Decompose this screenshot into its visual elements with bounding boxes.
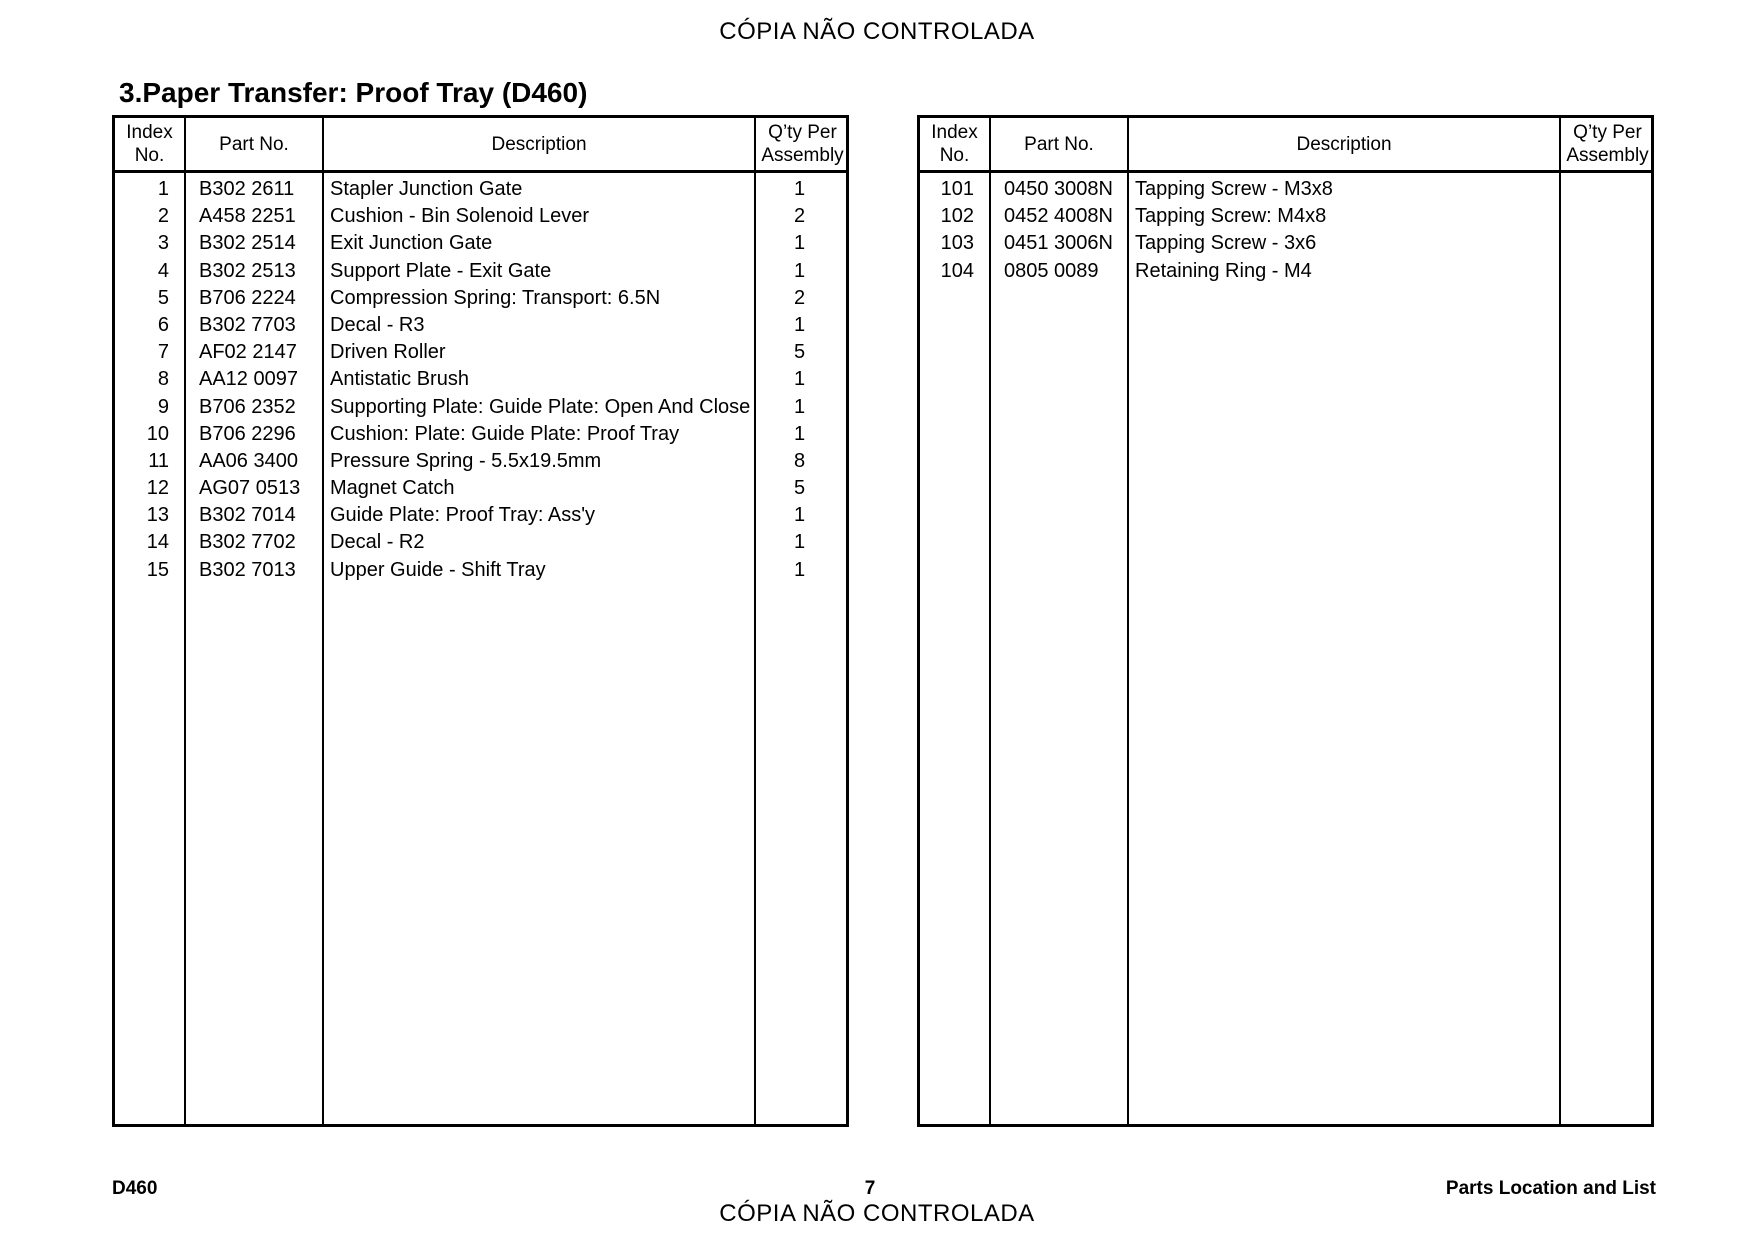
index-cell: 9 <box>157 395 169 418</box>
description-cell: Cushion - Bin Solenoid Lever <box>330 205 590 228</box>
description-cell: Tapping Screw - M3x8 <box>1135 178 1333 200</box>
index-cell: 6 <box>157 313 169 336</box>
index-cell: 3 <box>157 232 169 255</box>
quantity-cell: 1 <box>793 422 806 445</box>
parts-table-right <box>917 115 1654 1127</box>
index-cell: 14 <box>146 531 169 554</box>
quantity-cell: 1 <box>793 232 806 255</box>
index-cell: 102 <box>940 205 974 228</box>
quantity-cell <box>1561 176 1654 203</box>
part-number-cell: AG07 0513 <box>199 477 301 500</box>
quantity-cell: 1 <box>793 259 806 282</box>
description-cell: Decal - R2 <box>330 531 425 554</box>
description-cell: Pressure Spring - 5.5x19.5mm <box>330 449 602 472</box>
quantity-cell <box>1561 258 1654 285</box>
watermark-bottom: CÓPIA NÃO CONTROLADA <box>719 1200 1035 1227</box>
part-number-cell: B706 2296 <box>199 422 296 445</box>
part-number-cell: B302 2513 <box>199 259 296 282</box>
part-number-cell: AA12 0097 <box>199 368 298 391</box>
index-header: Index No. <box>920 118 989 173</box>
quantity-cell: 1 <box>793 313 806 336</box>
index-column <box>920 118 989 1124</box>
part-number-column <box>989 118 1127 1124</box>
description-cell: Tapping Screw - 3x6 <box>1135 232 1317 255</box>
description-cell: Decal - R3 <box>330 313 425 336</box>
part-number-header: Part No. <box>186 118 322 173</box>
description-header: Description <box>324 118 754 173</box>
quantity-header: Q’ty Per Assembly <box>1561 118 1654 173</box>
index-cell: 12 <box>146 477 169 500</box>
part-number-cell: 0452 4008N <box>1004 205 1113 228</box>
description-cell: Magnet Catch <box>330 477 455 500</box>
part-number-cell: B302 7014 <box>199 504 296 527</box>
part-number-column <box>184 118 322 1124</box>
quantity-cell: 8 <box>793 449 806 472</box>
part-number-cell: AA06 3400 <box>199 449 298 472</box>
index-cell: 4 <box>157 259 169 282</box>
footer-section-title: Parts Location and List <box>1445 1178 1656 1199</box>
description-column <box>322 118 754 1124</box>
index-cell: 10 <box>146 422 169 445</box>
part-number-cell: B302 7702 <box>199 531 296 554</box>
index-cell: 15 <box>146 558 169 581</box>
quantity-cell: 1 <box>793 531 806 554</box>
description-cell: Tapping Screw: M4x8 <box>1135 205 1327 228</box>
description-cell: Upper Guide - Shift Tray <box>330 558 546 581</box>
part-number-cell: B302 7703 <box>199 313 296 336</box>
quantity-cell <box>1561 203 1654 230</box>
index-cell: 13 <box>146 504 169 527</box>
quantity-cell: 1 <box>793 558 806 581</box>
index-cell: 103 <box>940 232 974 255</box>
quantity-column <box>1559 118 1654 1124</box>
parts-table-left <box>112 115 849 1127</box>
footer-model: D460 <box>112 1178 158 1199</box>
part-number-cell: AF02 2147 <box>199 341 297 364</box>
description-cell: Supporting Plate: Guide Plate: Open And Close <box>330 395 751 418</box>
quantity-cell: 2 <box>793 205 806 228</box>
description-header: Description <box>1129 118 1559 173</box>
quantity-cell: 1 <box>793 395 806 418</box>
index-cell: 8 <box>157 368 169 391</box>
description-column <box>1127 118 1559 1124</box>
part-number-header: Part No. <box>991 118 1127 173</box>
quantity-cell: 5 <box>793 477 806 500</box>
part-number-cell: 0451 3006N <box>1004 232 1113 255</box>
quantity-cell: 1 <box>793 504 806 527</box>
part-number-cell: 0805 0089 <box>1004 259 1099 282</box>
quantity-cell: 5 <box>793 341 806 364</box>
index-cell: 11 <box>148 449 169 472</box>
index-cell: 1 <box>157 178 169 200</box>
index-column <box>115 118 184 1124</box>
description-cell: Driven Roller <box>330 341 446 364</box>
description-cell: Exit Junction Gate <box>330 232 493 255</box>
part-number-cell: B302 2611 <box>199 178 295 200</box>
part-number-cell: B706 2224 <box>199 286 296 309</box>
description-cell: Stapler Junction Gate <box>330 178 523 200</box>
part-number-cell: B302 2514 <box>199 232 296 255</box>
index-cell: 7 <box>157 341 169 364</box>
index-cell: 2 <box>157 205 169 228</box>
part-number-cell: B706 2352 <box>199 395 296 418</box>
description-cell: Cushion: Plate: Guide Plate: Proof Tray <box>330 422 680 445</box>
quantity-cell <box>1561 230 1654 257</box>
index-cell: 5 <box>157 286 169 309</box>
quantity-cell: 2 <box>793 286 806 309</box>
description-cell: Antistatic Brush <box>330 368 469 391</box>
quantity-cell: 1 <box>793 178 806 200</box>
index-header: Index No. <box>115 118 184 173</box>
description-cell: Retaining Ring - M4 <box>1135 259 1312 282</box>
watermark-top: CÓPIA NÃO CONTROLADA <box>719 18 1035 45</box>
quantity-column <box>754 118 849 1124</box>
description-cell: Support Plate - Exit Gate <box>330 259 552 282</box>
footer-page-number: 7 <box>864 1178 876 1199</box>
description-cell: Compression Spring: Transport: 6.5N <box>330 286 661 309</box>
quantity-header: Q’ty Per Assembly <box>756 118 849 173</box>
index-cell: 101 <box>940 178 974 200</box>
part-number-cell: 0450 3008N <box>1004 178 1113 200</box>
part-number-cell: B302 7013 <box>199 558 296 581</box>
index-cell: 104 <box>940 259 974 282</box>
description-cell: Guide Plate: Proof Tray: Ass'y <box>330 504 596 527</box>
page-title: 3.Paper Transfer: Proof Tray (D460) <box>119 77 588 108</box>
quantity-cell: 1 <box>793 368 806 391</box>
part-number-cell: A458 2251 <box>199 205 296 228</box>
